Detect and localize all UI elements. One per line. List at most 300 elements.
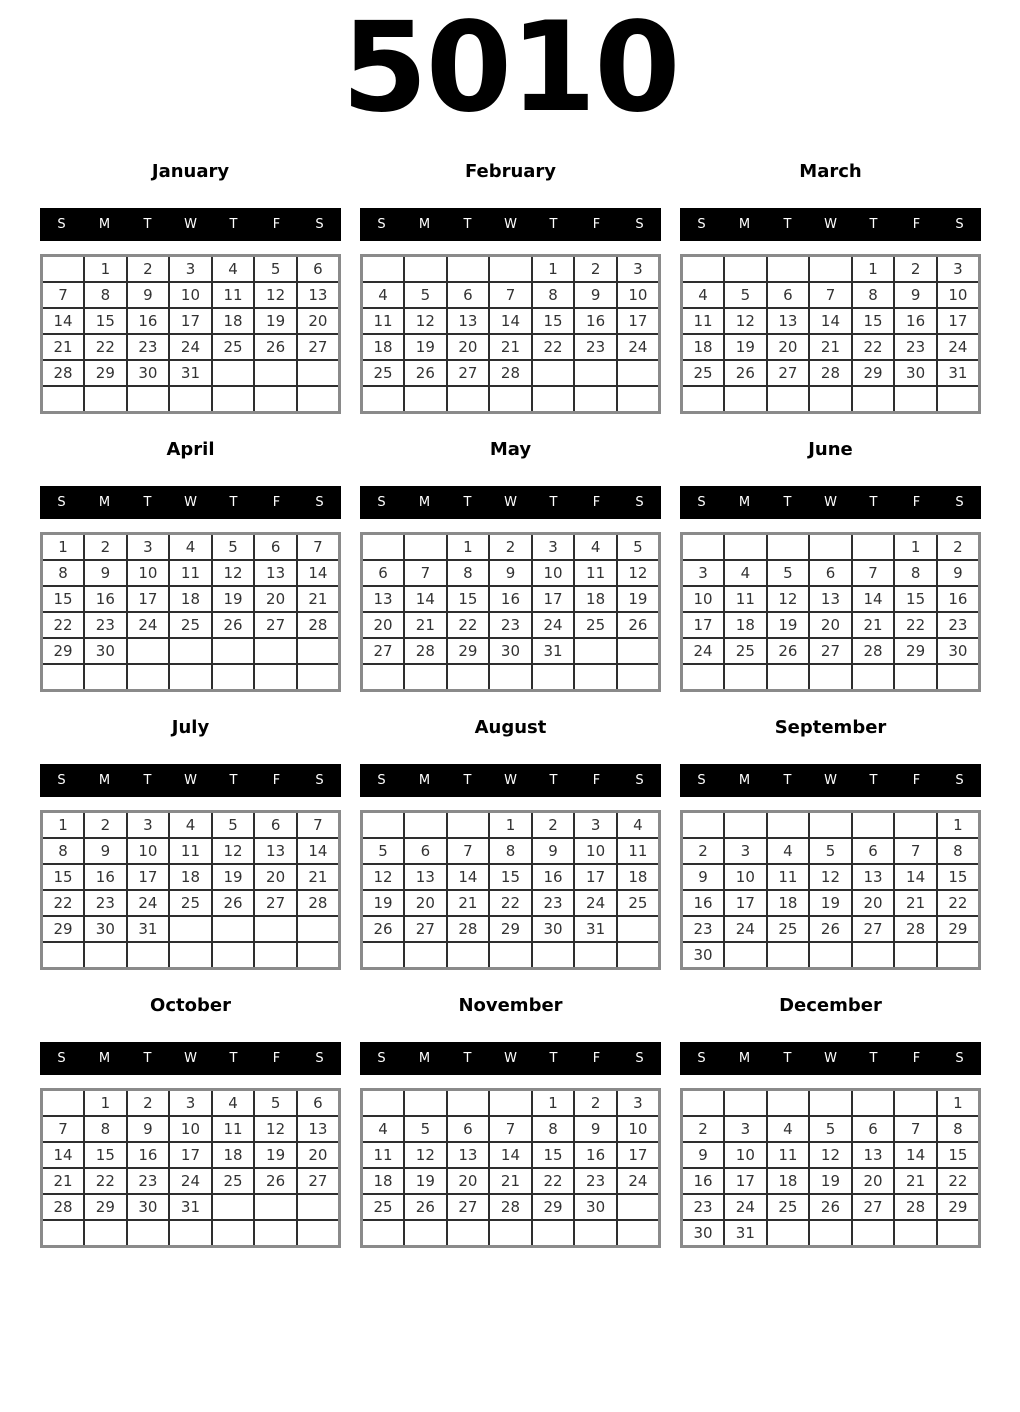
date-cell: 21: [42, 1168, 85, 1194]
weekday-label: T: [229, 773, 238, 788]
date-cell: 6: [852, 1116, 895, 1142]
date-cell: 11: [212, 282, 255, 308]
date-cell: 14: [489, 308, 532, 334]
date-cell: 15: [84, 308, 127, 334]
weekday-label: W: [504, 217, 517, 232]
date-cell: 22: [532, 1168, 575, 1194]
date-cell: 29: [937, 916, 980, 942]
date-cell: 13: [254, 838, 297, 864]
month-block: [360, 989, 661, 1267]
month-block: [680, 155, 981, 433]
date-cell: 18: [169, 864, 212, 890]
month-block: [680, 711, 981, 989]
weekday-label: W: [184, 1051, 197, 1066]
empty-date-cell: [489, 664, 532, 691]
date-cell: 21: [852, 612, 895, 638]
week-row: [682, 386, 980, 413]
empty-date-cell: [297, 360, 340, 386]
week-row: [682, 612, 980, 638]
empty-date-cell: [297, 664, 340, 691]
week-row: [362, 1142, 660, 1168]
date-cell: 15: [532, 308, 575, 334]
weekday-label: W: [824, 217, 837, 232]
date-cell: 13: [852, 864, 895, 890]
date-cell: 10: [169, 282, 212, 308]
empty-date-cell: [127, 386, 170, 413]
month-name: November: [458, 995, 563, 1016]
date-cell: 3: [617, 1090, 660, 1117]
empty-date-cell: [574, 942, 617, 969]
date-cell: 25: [362, 1194, 405, 1220]
date-cell: 7: [809, 282, 852, 308]
date-cell: 26: [724, 360, 767, 386]
date-cell: 21: [447, 890, 490, 916]
empty-date-cell: [362, 534, 405, 561]
month-date-grid: [360, 1088, 661, 1248]
empty-date-cell: [767, 386, 810, 413]
date-cell: 7: [297, 812, 340, 839]
empty-date-cell: [297, 1220, 340, 1247]
empty-date-cell: [42, 1220, 85, 1247]
date-cell: 6: [447, 282, 490, 308]
month-name: June: [808, 439, 853, 460]
week-row: [42, 638, 340, 664]
date-cell: 31: [127, 916, 170, 942]
weekday-label: F: [592, 495, 601, 510]
week-row: [362, 1220, 660, 1247]
date-cell: 28: [809, 360, 852, 386]
empty-date-cell: [297, 1194, 340, 1220]
date-cell: 15: [84, 1142, 127, 1168]
date-cell: 2: [894, 256, 937, 283]
weekday-label: T: [143, 773, 152, 788]
date-cell: 13: [447, 308, 490, 334]
empty-date-cell: [937, 386, 980, 413]
date-cell: 24: [574, 890, 617, 916]
week-row: [42, 586, 340, 612]
empty-date-cell: [212, 942, 255, 969]
week-row: [42, 916, 340, 942]
date-cell: 2: [682, 1116, 725, 1142]
weekday-header-bar: [360, 764, 661, 797]
empty-date-cell: [447, 664, 490, 691]
empty-date-cell: [894, 1090, 937, 1117]
empty-date-cell: [297, 942, 340, 969]
week-row: [42, 1220, 340, 1247]
empty-date-cell: [254, 664, 297, 691]
month-name: May: [489, 439, 532, 460]
week-row: [682, 586, 980, 612]
date-cell: 10: [682, 586, 725, 612]
date-cell: 8: [894, 560, 937, 586]
date-cell: 25: [169, 612, 212, 638]
date-cell: 4: [212, 256, 255, 283]
empty-date-cell: [894, 386, 937, 413]
weekday-label: M: [738, 217, 751, 232]
empty-date-cell: [809, 256, 852, 283]
empty-date-cell: [169, 664, 212, 691]
date-cell: 16: [894, 308, 937, 334]
weekday-label: F: [912, 495, 921, 510]
date-cell: 7: [894, 838, 937, 864]
empty-date-cell: [574, 386, 617, 413]
empty-date-cell: [767, 1090, 810, 1117]
empty-date-cell: [212, 360, 255, 386]
date-cell: 30: [84, 916, 127, 942]
date-cell: 16: [682, 890, 725, 916]
date-cell: 14: [447, 864, 490, 890]
month-block: [40, 711, 341, 989]
date-cell: 23: [574, 1168, 617, 1194]
week-row: [362, 1116, 660, 1142]
date-cell: 5: [212, 812, 255, 839]
weekday-label: T: [869, 217, 878, 232]
date-cell: 19: [404, 1168, 447, 1194]
weekday-header-bar: [360, 208, 661, 241]
week-row: [682, 1194, 980, 1220]
week-row: [42, 386, 340, 413]
weekday-label: M: [418, 217, 431, 232]
date-cell: 19: [404, 334, 447, 360]
date-cell: 26: [254, 334, 297, 360]
date-cell: 17: [937, 308, 980, 334]
weekday-header-bar: [40, 1042, 341, 1075]
date-cell: 19: [809, 890, 852, 916]
date-cell: 13: [404, 864, 447, 890]
weekday-label: T: [463, 773, 472, 788]
date-cell: 11: [724, 586, 767, 612]
weekday-label: T: [783, 773, 792, 788]
date-cell: 5: [724, 282, 767, 308]
date-cell: 24: [127, 612, 170, 638]
empty-date-cell: [532, 664, 575, 691]
date-cell: 24: [937, 334, 980, 360]
weekday-label: M: [738, 1051, 751, 1066]
weekday-label: T: [549, 773, 558, 788]
weekday-label: T: [869, 773, 878, 788]
date-cell: 20: [404, 890, 447, 916]
empty-date-cell: [767, 812, 810, 839]
date-cell: 12: [809, 1142, 852, 1168]
weekday-label: T: [143, 495, 152, 510]
date-cell: 20: [254, 586, 297, 612]
date-cell: 7: [489, 1116, 532, 1142]
empty-date-cell: [767, 256, 810, 283]
month-block: [680, 989, 981, 1267]
weekday-label: S: [697, 217, 706, 232]
empty-date-cell: [574, 664, 617, 691]
date-cell: 25: [682, 360, 725, 386]
week-row: [42, 1168, 340, 1194]
date-cell: 28: [447, 916, 490, 942]
date-cell: 7: [447, 838, 490, 864]
date-cell: 26: [362, 916, 405, 942]
weekday-header-bar: [680, 1042, 981, 1075]
empty-date-cell: [937, 942, 980, 969]
date-cell: 29: [84, 360, 127, 386]
date-cell: 4: [362, 282, 405, 308]
date-cell: 21: [489, 334, 532, 360]
week-row: [42, 534, 340, 561]
weekday-label: F: [272, 495, 281, 510]
date-cell: 17: [617, 1142, 660, 1168]
empty-date-cell: [212, 1194, 255, 1220]
weekday-label: M: [418, 1051, 431, 1066]
empty-date-cell: [84, 386, 127, 413]
weekday-label: W: [504, 773, 517, 788]
empty-date-cell: [254, 942, 297, 969]
date-cell: 16: [489, 586, 532, 612]
date-cell: 10: [574, 838, 617, 864]
weekday-label: W: [184, 773, 197, 788]
week-row: [682, 360, 980, 386]
date-cell: 31: [724, 1220, 767, 1247]
date-cell: 28: [489, 360, 532, 386]
date-cell: 5: [362, 838, 405, 864]
date-cell: 11: [169, 560, 212, 586]
date-cell: 6: [404, 838, 447, 864]
date-cell: 25: [169, 890, 212, 916]
date-cell: 20: [254, 864, 297, 890]
empty-date-cell: [682, 534, 725, 561]
weekday-label: T: [143, 1051, 152, 1066]
date-cell: 28: [489, 1194, 532, 1220]
date-cell: 25: [617, 890, 660, 916]
date-cell: 22: [42, 612, 85, 638]
empty-date-cell: [809, 812, 852, 839]
date-cell: 17: [127, 864, 170, 890]
week-row: [42, 1090, 340, 1117]
date-cell: 8: [489, 838, 532, 864]
date-cell: 8: [937, 1116, 980, 1142]
week-row: [362, 812, 660, 839]
date-cell: 1: [447, 534, 490, 561]
week-row: [362, 308, 660, 334]
week-row: [682, 308, 980, 334]
date-cell: 27: [852, 1194, 895, 1220]
date-cell: 11: [617, 838, 660, 864]
week-row: [682, 1142, 980, 1168]
week-row: [42, 1194, 340, 1220]
date-cell: 30: [682, 942, 725, 969]
weekday-label: S: [955, 1051, 964, 1066]
date-cell: 24: [724, 916, 767, 942]
empty-date-cell: [852, 1090, 895, 1117]
week-row: [362, 256, 660, 283]
week-row: [362, 386, 660, 413]
date-cell: 14: [489, 1142, 532, 1168]
date-cell: 17: [169, 308, 212, 334]
date-cell: 17: [724, 890, 767, 916]
date-cell: 4: [362, 1116, 405, 1142]
month-name: July: [171, 717, 210, 738]
empty-date-cell: [532, 360, 575, 386]
date-cell: 22: [84, 1168, 127, 1194]
weekday-label: F: [912, 773, 921, 788]
empty-date-cell: [489, 386, 532, 413]
date-cell: 15: [894, 586, 937, 612]
empty-date-cell: [404, 664, 447, 691]
weekday-label: T: [143, 217, 152, 232]
date-cell: 31: [169, 360, 212, 386]
date-cell: 22: [852, 334, 895, 360]
weekday-label: S: [377, 495, 386, 510]
week-row: [682, 534, 980, 561]
date-cell: 10: [937, 282, 980, 308]
empty-date-cell: [169, 1220, 212, 1247]
week-row: [362, 560, 660, 586]
month-date-grid: [680, 254, 981, 414]
date-cell: 28: [297, 612, 340, 638]
empty-date-cell: [809, 1090, 852, 1117]
week-row: [42, 308, 340, 334]
date-cell: 9: [574, 1116, 617, 1142]
empty-date-cell: [362, 812, 405, 839]
date-cell: 12: [724, 308, 767, 334]
date-cell: 20: [852, 1168, 895, 1194]
date-cell: 10: [617, 282, 660, 308]
empty-date-cell: [362, 1220, 405, 1247]
weekday-label: T: [463, 495, 472, 510]
month-block: [40, 433, 341, 711]
date-cell: 1: [937, 812, 980, 839]
date-cell: 8: [84, 282, 127, 308]
date-cell: 17: [574, 864, 617, 890]
date-cell: 13: [362, 586, 405, 612]
empty-date-cell: [254, 916, 297, 942]
date-cell: 12: [404, 1142, 447, 1168]
date-cell: 14: [42, 1142, 85, 1168]
date-cell: 9: [894, 282, 937, 308]
date-cell: 25: [767, 916, 810, 942]
date-cell: 23: [532, 890, 575, 916]
empty-date-cell: [42, 1090, 85, 1117]
date-cell: 24: [127, 890, 170, 916]
date-cell: 15: [489, 864, 532, 890]
date-cell: 12: [362, 864, 405, 890]
weekday-label: F: [592, 217, 601, 232]
date-cell: 4: [617, 812, 660, 839]
weekday-label: S: [635, 773, 644, 788]
date-cell: 11: [212, 1116, 255, 1142]
week-row: [362, 890, 660, 916]
empty-date-cell: [254, 638, 297, 664]
date-cell: 22: [532, 334, 575, 360]
date-cell: 18: [212, 1142, 255, 1168]
date-cell: 9: [532, 838, 575, 864]
date-cell: 12: [809, 864, 852, 890]
date-cell: 28: [42, 360, 85, 386]
date-cell: 12: [617, 560, 660, 586]
week-row: [682, 1220, 980, 1247]
date-cell: 7: [894, 1116, 937, 1142]
empty-date-cell: [809, 534, 852, 561]
date-cell: 3: [169, 1090, 212, 1117]
date-cell: 26: [404, 360, 447, 386]
month-date-grid: [40, 810, 341, 970]
date-cell: 19: [254, 308, 297, 334]
empty-date-cell: [489, 1090, 532, 1117]
date-cell: 23: [682, 916, 725, 942]
date-cell: 15: [42, 586, 85, 612]
date-cell: 2: [937, 534, 980, 561]
date-cell: 14: [809, 308, 852, 334]
empty-date-cell: [852, 386, 895, 413]
empty-date-cell: [574, 360, 617, 386]
weekday-header-bar: [40, 764, 341, 797]
date-cell: 5: [809, 1116, 852, 1142]
week-row: [682, 1116, 980, 1142]
month-block: [680, 433, 981, 711]
weekday-label: T: [783, 217, 792, 232]
date-cell: 9: [127, 1116, 170, 1142]
weekday-label: T: [549, 495, 558, 510]
week-row: [362, 612, 660, 638]
empty-date-cell: [169, 638, 212, 664]
date-cell: 3: [127, 534, 170, 561]
week-row: [682, 812, 980, 839]
date-cell: 15: [42, 864, 85, 890]
date-cell: 20: [852, 890, 895, 916]
empty-date-cell: [682, 812, 725, 839]
date-cell: 20: [447, 334, 490, 360]
week-row: [682, 1090, 980, 1117]
empty-date-cell: [894, 664, 937, 691]
weekday-label: F: [912, 217, 921, 232]
date-cell: 17: [532, 586, 575, 612]
date-cell: 18: [212, 308, 255, 334]
date-cell: 5: [254, 256, 297, 283]
weekday-label: S: [315, 495, 324, 510]
weekday-label: M: [98, 217, 111, 232]
week-row: [362, 586, 660, 612]
date-cell: 30: [489, 638, 532, 664]
date-cell: 17: [682, 612, 725, 638]
date-cell: 21: [809, 334, 852, 360]
week-row: [362, 838, 660, 864]
week-row: [362, 664, 660, 691]
date-cell: 7: [42, 282, 85, 308]
empty-date-cell: [212, 386, 255, 413]
date-cell: 9: [682, 864, 725, 890]
empty-date-cell: [852, 1220, 895, 1247]
date-cell: 23: [937, 612, 980, 638]
date-cell: 6: [362, 560, 405, 586]
date-cell: 19: [362, 890, 405, 916]
date-cell: 29: [447, 638, 490, 664]
empty-date-cell: [617, 664, 660, 691]
weekday-label: M: [418, 495, 431, 510]
date-cell: 18: [362, 1168, 405, 1194]
date-cell: 13: [809, 586, 852, 612]
date-cell: 2: [489, 534, 532, 561]
weekday-label: F: [272, 773, 281, 788]
date-cell: 10: [617, 1116, 660, 1142]
weekday-header-bar: [680, 208, 981, 241]
date-cell: 7: [297, 534, 340, 561]
date-cell: 23: [127, 334, 170, 360]
date-cell: 16: [937, 586, 980, 612]
month-date-grid: [40, 532, 341, 692]
empty-date-cell: [489, 256, 532, 283]
month-block: [40, 155, 341, 433]
empty-date-cell: [532, 942, 575, 969]
date-cell: 21: [42, 334, 85, 360]
weekday-label: W: [504, 1051, 517, 1066]
weekday-label: W: [504, 495, 517, 510]
empty-date-cell: [404, 942, 447, 969]
date-cell: 5: [767, 560, 810, 586]
